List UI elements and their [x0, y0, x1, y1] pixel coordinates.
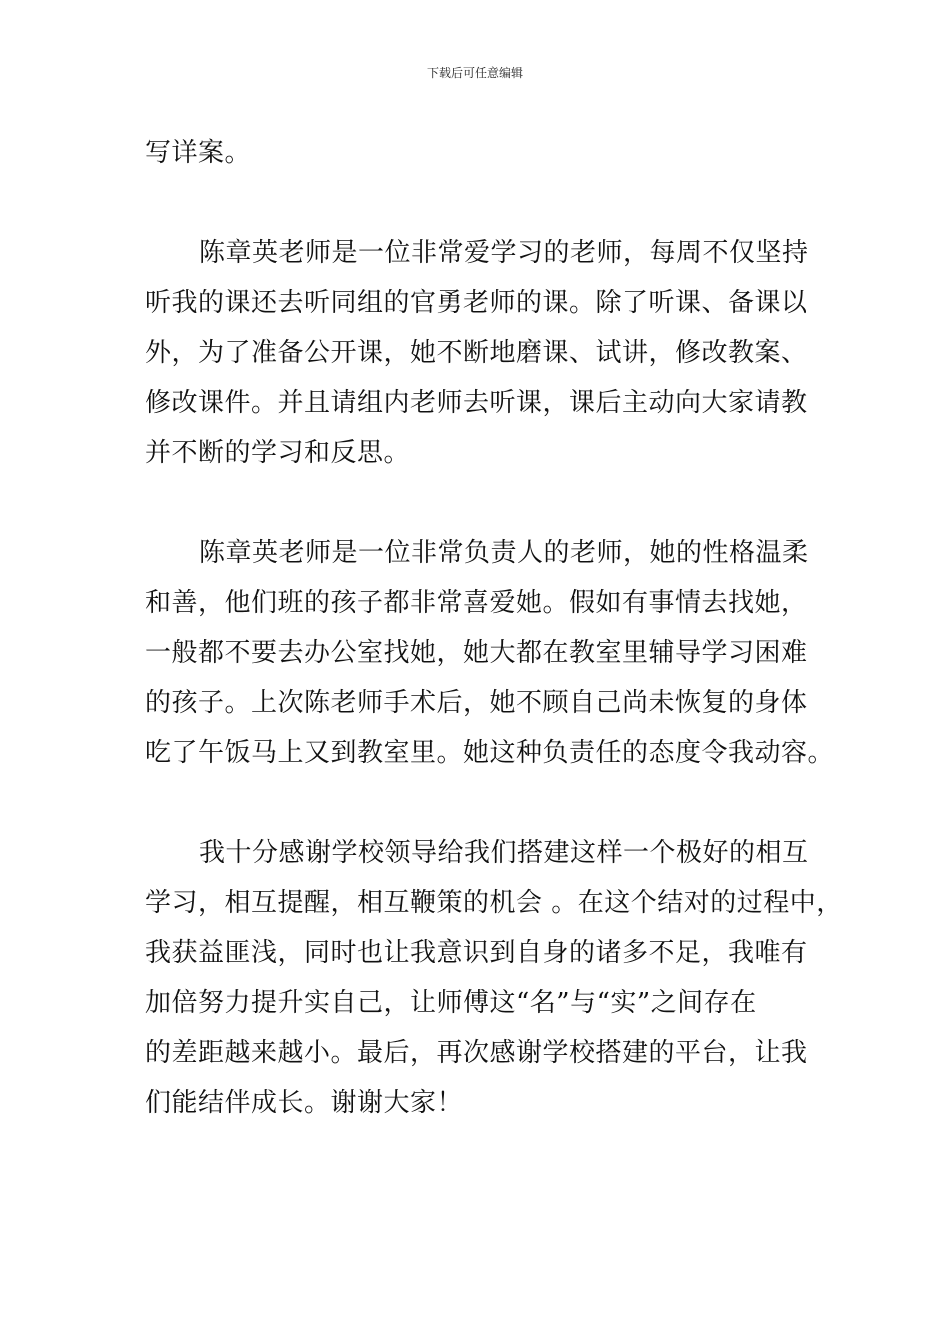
- text-line: 并不断的学习和反思。: [145, 438, 411, 468]
- paragraph-responsible: [145, 528, 835, 778]
- paragraph-gap: [145, 478, 810, 528]
- text-line: 我获益匪浅，同时也让我意识到自身的诸多不足，我唯有: [145, 938, 808, 968]
- text-line: 的差距越来越小。最后，再次感谢学校搭建的平台，让我: [145, 1038, 808, 1068]
- text-line: 外，为了准备公开课，她不断地磨课、试讲，修改教案、: [145, 338, 808, 368]
- text-line: 们能结伴成长。谢谢大家！: [145, 1088, 464, 1118]
- text-line: 加倍努力提升实自己，让师傅这“名”与“实”之间存在: [145, 988, 757, 1018]
- text-line: 我十分感谢学校领导给我们搭建这样一个极好的相互: [199, 838, 809, 868]
- paragraph-thanks: [145, 828, 843, 1128]
- text-line: 陈章英老师是一位非常爱学习的老师，每周不仅坚持: [199, 238, 809, 268]
- text-line: 修改课件。并且请组内老师去听课，课后主动向大家请教: [145, 388, 808, 418]
- text-line: 和善，他们班的孩子都非常喜爱她。假如有事情去找她，: [145, 588, 808, 618]
- document-body: [145, 128, 843, 1128]
- text-line: 写详案。: [145, 138, 252, 168]
- paragraph-gap: [145, 778, 810, 828]
- text-line: 学习，相互提醒，相互鞭策的机会 。在这个结对的过程中，: [145, 888, 843, 918]
- paragraph-gap: [145, 178, 810, 228]
- text-line: 一般都不要去办公室找她，她大都在教室里辅导学习困难: [145, 638, 808, 668]
- text-line: 吃了午饭马上又到教室里。她这种负责任的态度令我动容。: [145, 738, 835, 768]
- text-line: 陈章英老师是一位非常负责人的老师，她的性格温柔: [199, 538, 809, 568]
- paragraph-continuation: [145, 128, 810, 178]
- page-header: 下载后可任意编辑: [426, 66, 523, 80]
- paragraph-learning: [145, 228, 810, 478]
- text-line: 听我的课还去听同组的官勇老师的课。除了听课、备课以: [145, 288, 808, 318]
- text-line: 的孩子。上次陈老师手术后，她不顾自己尚未恢复的身体: [145, 688, 808, 718]
